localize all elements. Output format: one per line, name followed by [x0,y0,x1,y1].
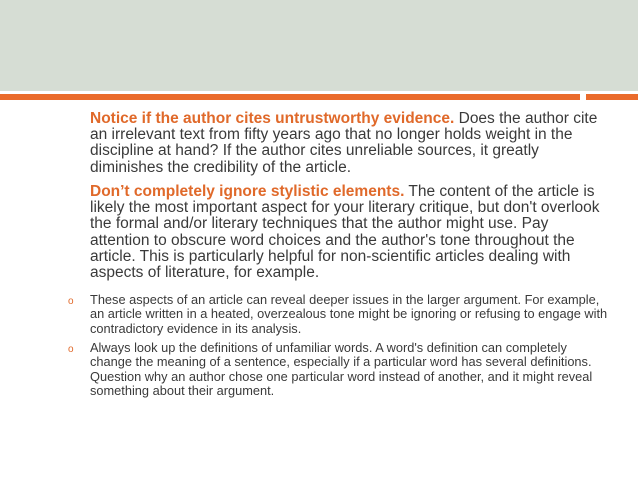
bullet-paragraph-2 [90,184,610,281]
bullet-2-heading: Don’t completely ignore stylistic elements. [90,183,405,200]
sub-bullet-paragraph-1: These aspects of an article can reveal deeper issues in the larger argument. For example, an article written in a heated, overzealous tone might be ignoring or refusing to engage with contradictory evidence in its analysis. [90,292,608,336]
bullet-2-text: The content of the article is likely the most important aspect for your literary critique, but don't overlook the formal and/or literary techniques that the author might use. Pay attention to obscure word choices and the author's tone throughout the article. This is particularly helpful for non-scientific articles dealing with aspects of literature, for example. [90,183,600,282]
bullet-1-heading: Notice if the author cites untrustworthy evidence. [90,110,455,127]
bullet-1-text: Does the author cite an irrelevant text from fifty years ago that no longer holds weight in the discipline at hand? If the author cites unreliable sources, it greatly diminishes the credibility of the article. [90,110,598,176]
sub-bullet-paragraph-2: Always look up the definitions of unfamiliar words. A word's definition can completely change the meaning of a sentence, especially if a particular word has several definitions. Question why an author chose one particular word instead of another, and it might reveal something about their argument. [90,340,593,399]
sub-bullet-marker: o [68,344,74,355]
sub-bullet-marker: o [68,296,74,307]
bullet-paragraph-1 [90,111,610,176]
